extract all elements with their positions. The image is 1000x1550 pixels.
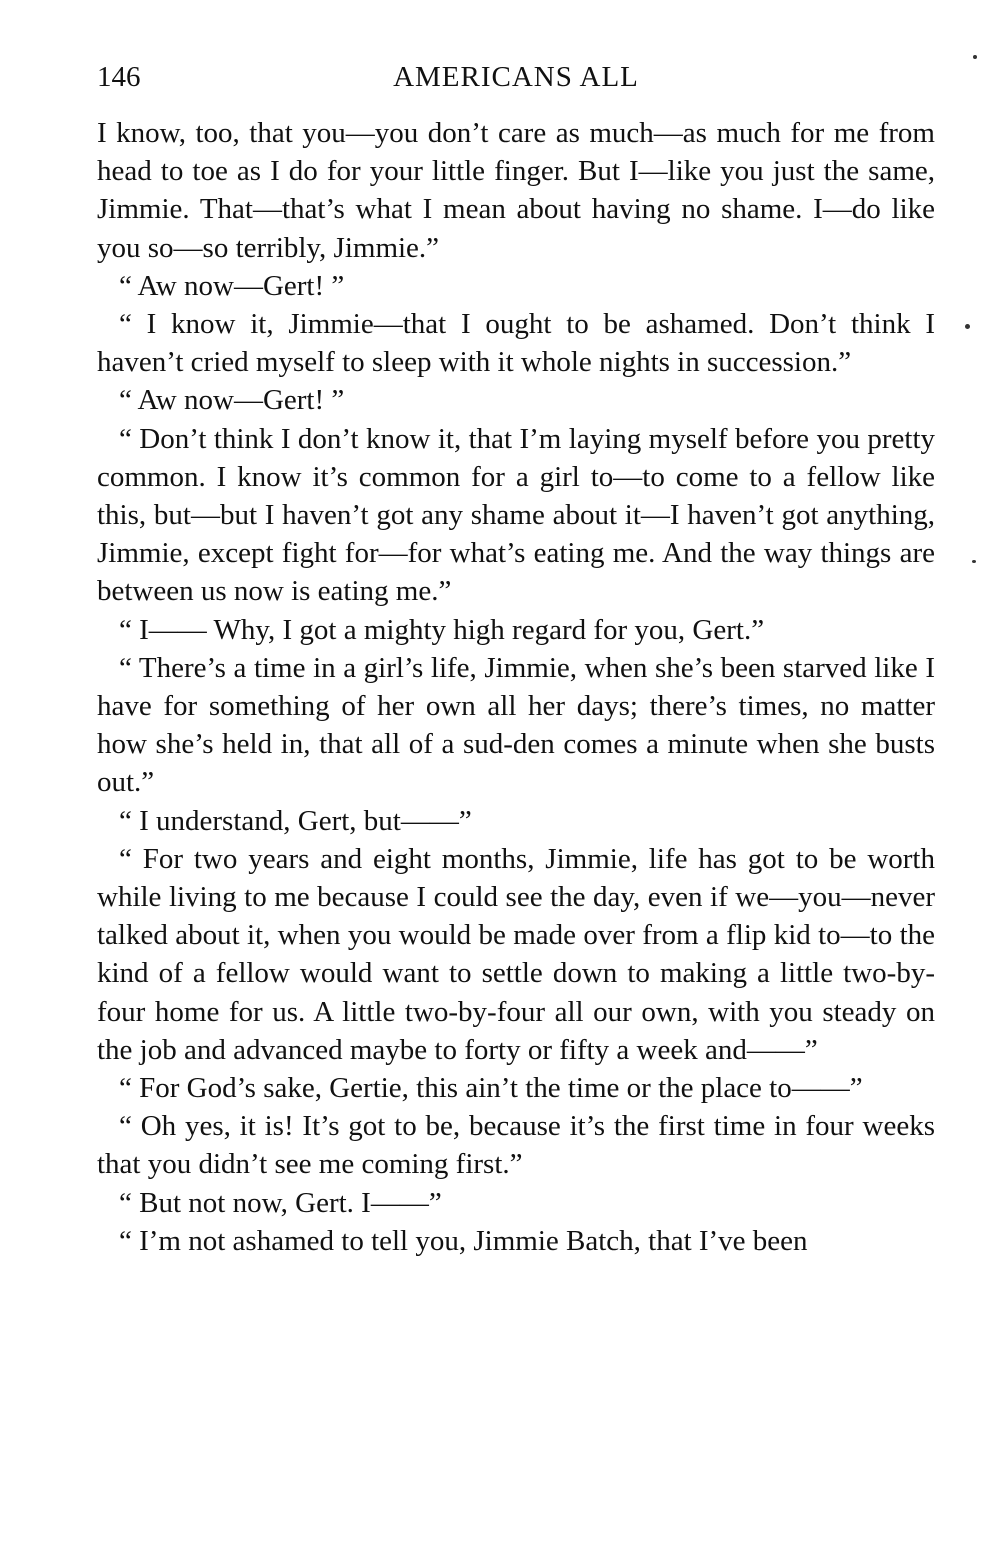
paragraph: “ I understand, Gert, but——” [119,804,472,837]
body-text [97,114,935,1260]
page-number: 146 [97,61,141,93]
paragraph: “ I—— Why, I got a mighty high regard for you, Gert.” [119,613,765,646]
paragraph: “ But not now, Gert. I——” [119,1186,442,1219]
running-head: AMERICANS ALL [393,61,639,93]
paragraph: “ Aw now—Gert! ” [119,269,345,302]
paragraph: “ Aw now—Gert! ” [119,384,345,417]
scan-speck [972,560,976,563]
page-header [97,58,935,96]
paragraph: “ There’s a time in a girl’s life, Jimmie, when she’s been starved like I have for something of her own all her days; there’s times, no matter how she’s held in, that all of a sud-den comes a minute when she busts out.” [97,651,935,799]
book-page [97,58,935,1260]
scan-speck [973,55,977,59]
paragraph: “ Don’t think I don’t know it, that I’m laying myself before you pretty common. I know it’s common for a girl to—to come to a fellow like this, but—but I haven’t got any shame about it—I haven’t got anything, Jimmie, except fight for—for what’s eating me. And the way things are between us now is eating me.” [97,422,935,608]
paragraph: “ I know it, Jimmie—that I ought to be ashamed. Don’t think I haven’t cried myself to sleep with it whole nights in succession.” [97,308,935,379]
paragraph: I know, too, that you—you don’t care as much—as much for me from head to toe as I do for your little finger. But I—like you just the same, Jimmie. That—that’s what I mean about having no shame. I—do like you so—so terribly, Jimmie.” [97,117,935,264]
paragraph: “ I’m not ashamed to tell you, Jimmie Batch, that I’ve been [119,1224,808,1257]
paragraph: “ For two years and eight months, Jimmie, life has got to be worth while living to me because I could see the day, even if we—you—never talked about it, when you would be made over from a flip kid to—to the kind of a fellow would want to settle down to making a little two-by-four home for us. A little two-by-four all our own, with you steady on the job and advanced maybe to forty or fifty a week and——” [97,842,935,1066]
paragraph: “ For God’s sake, Gertie, this ain’t the time or the place to——” [119,1072,863,1105]
scan-speck [965,324,970,329]
paragraph: “ Oh yes, it is! It’s got to be, because it’s the first time in four weeks that you didn’t see me coming first.” [97,1110,935,1181]
